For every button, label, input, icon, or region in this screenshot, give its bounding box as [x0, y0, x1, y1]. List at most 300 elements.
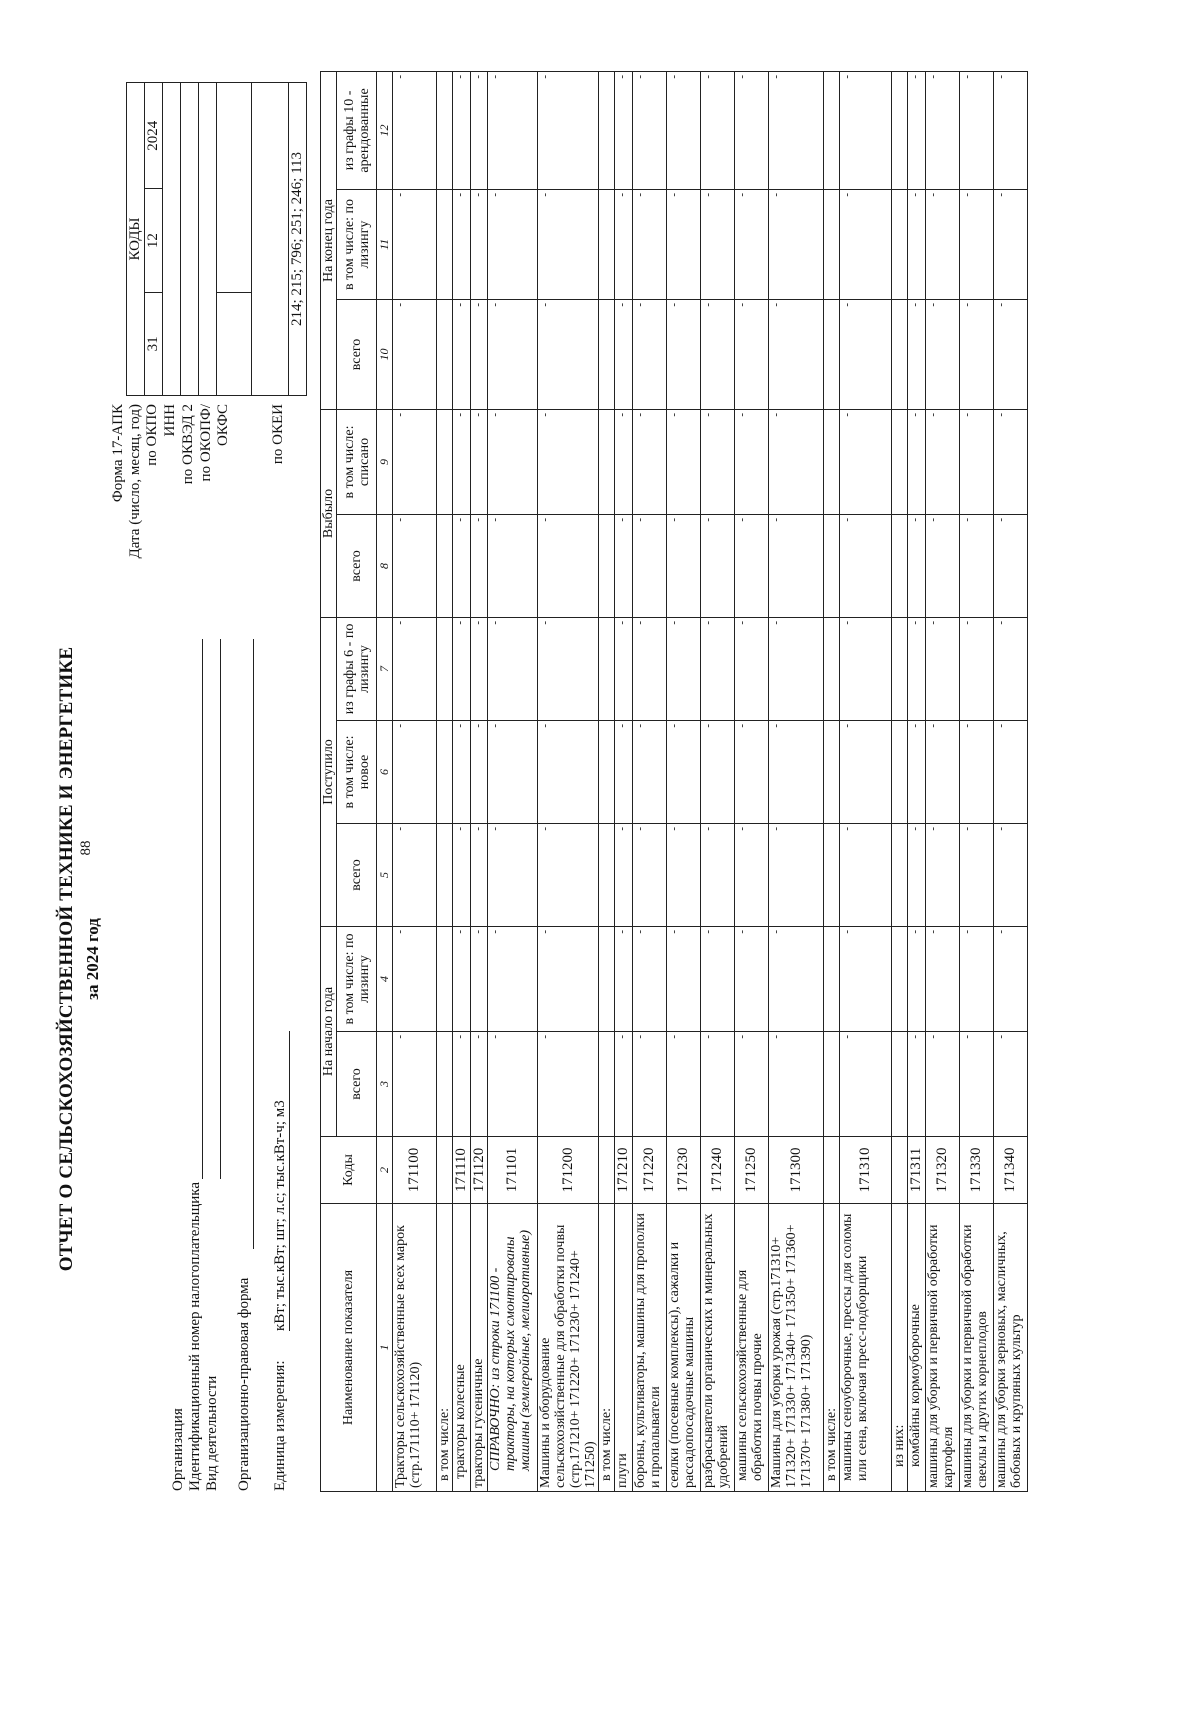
value-cell [824, 71, 840, 189]
value-cell: - [667, 617, 701, 720]
header-leasing: в том числе: по лизингу [337, 926, 377, 1031]
header-end: На конец года [321, 71, 337, 409]
value-cell: - [908, 71, 926, 189]
row-name: из них: [892, 1204, 908, 1492]
value-cell: - [908, 409, 926, 514]
value-cell: - [735, 514, 769, 617]
value-cell: - [701, 514, 735, 617]
okei-value: 214; 215; 796; 251; 246; 113 [289, 83, 307, 396]
value-cell: - [994, 409, 1028, 514]
value-cell [599, 514, 615, 617]
table-row [908, 71, 926, 1491]
value-cell: - [840, 409, 892, 514]
value-cell: - [960, 617, 994, 720]
value-cell: - [769, 823, 824, 926]
value-cell [599, 823, 615, 926]
table-row [960, 71, 994, 1491]
table-row [701, 71, 735, 1491]
value-cell: - [926, 823, 960, 926]
row-code [437, 1137, 453, 1204]
row-name: Тракторы сельскохозяйственные всех марок (стр.171110+ 171120) [393, 1204, 437, 1492]
okfs-value [217, 83, 252, 293]
value-cell: - [926, 189, 960, 299]
value-cell: - [994, 189, 1028, 299]
value-cell: - [840, 71, 892, 189]
value-cell: - [633, 617, 667, 720]
col-number: 12 [377, 71, 393, 189]
col-number: 3 [377, 1032, 393, 1137]
value-cell [892, 409, 908, 514]
value-cell: - [735, 617, 769, 720]
table-row [769, 71, 824, 1491]
value-cell: - [615, 617, 633, 720]
table-row [615, 71, 633, 1491]
value-cell [437, 299, 453, 409]
units-label: Единица измерения: [272, 1360, 288, 1491]
value-cell: - [840, 823, 892, 926]
value-cell: - [615, 926, 633, 1031]
okpo-value [163, 83, 181, 396]
row-name: разбрасыватели органических и минеральных удобрений [701, 1204, 735, 1492]
value-cell: - [926, 617, 960, 720]
okopf-label: по ОКОПФ/ [198, 404, 214, 482]
value-cell [599, 926, 615, 1031]
value-cell: - [471, 720, 488, 823]
table-row [453, 71, 471, 1491]
value-cell: - [840, 617, 892, 720]
value-cell [437, 71, 453, 189]
row-code: 171101 [488, 1137, 538, 1204]
row-name: плуги [615, 1204, 633, 1492]
value-cell: - [393, 189, 437, 299]
col-number: 2 [377, 1137, 393, 1204]
value-cell: - [538, 409, 599, 514]
value-cell: - [960, 926, 994, 1031]
value-cell: - [538, 71, 599, 189]
value-cell [892, 1032, 908, 1137]
table-row [471, 71, 488, 1491]
value-cell: - [840, 189, 892, 299]
row-code: 171120 [471, 1137, 488, 1204]
value-cell: - [701, 926, 735, 1031]
value-cell: - [488, 514, 538, 617]
value-cell [892, 299, 908, 409]
value-cell: - [471, 409, 488, 514]
row-code: 171110 [453, 1137, 471, 1204]
value-cell: - [994, 926, 1028, 1031]
date-label: Дата (число, месяц, год) [127, 404, 143, 559]
value-cell [824, 617, 840, 720]
value-cell: - [701, 299, 735, 409]
value-cell [437, 617, 453, 720]
row-name: машины для уборки зерновых, масличных, бобовых и крупяных культур [994, 1204, 1028, 1492]
okved-value [199, 83, 217, 396]
value-cell: - [769, 409, 824, 514]
inn-value [181, 83, 199, 396]
value-cell: - [667, 823, 701, 926]
value-cell: - [488, 926, 538, 1031]
value-cell: - [633, 409, 667, 514]
row-code: 171311 [908, 1137, 926, 1204]
value-cell: - [735, 720, 769, 823]
value-cell: - [701, 617, 735, 720]
value-cell: - [453, 514, 471, 617]
value-cell: - [994, 823, 1028, 926]
page-number: 88 [78, 840, 94, 856]
value-cell: - [453, 299, 471, 409]
value-cell: - [453, 823, 471, 926]
value-cell: - [453, 926, 471, 1031]
row-code: 171330 [960, 1137, 994, 1204]
value-cell: - [615, 1032, 633, 1137]
value-cell: - [960, 823, 994, 926]
value-cell: - [633, 823, 667, 926]
row-code: 171210 [615, 1137, 633, 1204]
value-cell: - [471, 71, 488, 189]
activity-label: Вид деятельности [204, 1375, 220, 1491]
value-cell [824, 299, 840, 409]
row-code [599, 1137, 615, 1204]
table-row [994, 71, 1028, 1491]
value-cell: - [538, 299, 599, 409]
value-cell: - [615, 823, 633, 926]
table-row [735, 71, 769, 1491]
value-cell: - [488, 409, 538, 514]
col-number: 10 [377, 299, 393, 409]
value-cell: - [908, 617, 926, 720]
value-cell: - [960, 720, 994, 823]
value-cell: - [840, 720, 892, 823]
value-cell: - [633, 1032, 667, 1137]
date-year: 2024 [145, 83, 163, 189]
value-cell: - [393, 617, 437, 720]
value-cell: - [538, 514, 599, 617]
value-cell: - [994, 720, 1028, 823]
row-code: 171300 [769, 1137, 824, 1204]
value-cell: - [735, 409, 769, 514]
table-row [393, 71, 437, 1491]
value-cell: - [926, 299, 960, 409]
value-cell [824, 514, 840, 617]
value-cell: - [538, 189, 599, 299]
row-code: 171250 [735, 1137, 769, 1204]
value-cell [599, 617, 615, 720]
value-cell: - [393, 514, 437, 617]
value-cell: - [908, 189, 926, 299]
value-cell [437, 514, 453, 617]
row-code [824, 1137, 840, 1204]
value-cell: - [994, 617, 1028, 720]
value-cell: - [538, 926, 599, 1031]
value-cell: - [488, 823, 538, 926]
value-cell: - [667, 71, 701, 189]
column-numbers-row [377, 71, 393, 1491]
value-cell: - [735, 71, 769, 189]
row-name: комбайны кормоуборочные [908, 1204, 926, 1492]
taxpayer-id-label: Идентификационный номер налогоплательщика [187, 1181, 203, 1491]
value-cell: - [701, 189, 735, 299]
row-name: бороны, культиваторы, машины для прополки и пропалыватели [633, 1204, 667, 1492]
value-cell: - [926, 514, 960, 617]
value-cell: - [701, 720, 735, 823]
value-cell: - [994, 299, 1028, 409]
okved-label: по ОКВЭД 2 [180, 404, 196, 485]
row-name: в том числе: [437, 1204, 453, 1492]
value-cell: - [615, 409, 633, 514]
value-cell: - [453, 1032, 471, 1137]
value-cell [824, 926, 840, 1031]
legal-form-line [253, 639, 254, 1249]
header-name: Наименование показателя [321, 1204, 377, 1492]
value-cell: - [538, 1032, 599, 1137]
value-cell: - [960, 299, 994, 409]
value-cell: - [735, 189, 769, 299]
header-start: На начало года [321, 926, 337, 1136]
blank-code [252, 83, 289, 396]
org-label: Организация [170, 1408, 186, 1491]
activity-line-2 [220, 639, 221, 1179]
value-cell: - [840, 1032, 892, 1137]
value-cell: - [453, 189, 471, 299]
table-row [599, 71, 615, 1491]
value-cell: - [926, 71, 960, 189]
value-cell [599, 409, 615, 514]
value-cell: - [701, 1032, 735, 1137]
value-cell: - [471, 1032, 488, 1137]
value-cell: - [393, 720, 437, 823]
row-name: сеялки (посевные комплексы), сажалки и рассадопосадочные машины [667, 1204, 701, 1492]
value-cell [824, 720, 840, 823]
value-cell: - [615, 189, 633, 299]
table-row [437, 71, 453, 1491]
value-cell: - [769, 1032, 824, 1137]
table-row [488, 71, 538, 1491]
value-cell: - [769, 189, 824, 299]
value-cell: - [926, 409, 960, 514]
header-received: Поступило [321, 617, 337, 926]
report-title: ОТЧЕТ О СЕЛЬСКОХОЗЯЙСТВЕННОЙ ТЕХНИКЕ И ЭНЕРГЕТИКЕ [56, 646, 77, 1272]
value-cell: - [453, 71, 471, 189]
data-table [320, 71, 1028, 1492]
value-cell [824, 823, 840, 926]
value-cell: - [667, 189, 701, 299]
value-cell [892, 71, 908, 189]
value-cell: - [994, 71, 1028, 189]
col-number: 7 [377, 617, 393, 720]
value-cell: - [960, 1032, 994, 1137]
row-code: 171220 [633, 1137, 667, 1204]
table-row [840, 71, 892, 1491]
value-cell: - [769, 514, 824, 617]
table-row [538, 71, 599, 1491]
value-cell: - [769, 299, 824, 409]
value-cell: - [667, 514, 701, 617]
row-name: машины для уборки и первичной обработки свеклы и других корнеплодов [960, 1204, 994, 1492]
value-cell: - [453, 720, 471, 823]
value-cell: - [701, 823, 735, 926]
header-leasing: в том числе: по лизингу [337, 189, 377, 299]
value-cell: - [701, 71, 735, 189]
value-cell: - [633, 299, 667, 409]
value-cell [892, 823, 908, 926]
col-number: 5 [377, 823, 393, 926]
units-line [289, 1031, 290, 1331]
value-cell: - [908, 720, 926, 823]
row-code: 171230 [667, 1137, 701, 1204]
value-cell: - [453, 617, 471, 720]
value-cell [437, 926, 453, 1031]
row-name: в том числе: [824, 1204, 840, 1492]
value-cell [437, 720, 453, 823]
value-cell: - [960, 189, 994, 299]
value-cell [824, 1032, 840, 1137]
value-cell: - [960, 514, 994, 617]
value-cell: - [538, 720, 599, 823]
value-cell: - [735, 1032, 769, 1137]
value-cell: - [926, 720, 960, 823]
value-cell: - [769, 617, 824, 720]
value-cell: - [667, 299, 701, 409]
codes-box [126, 82, 307, 396]
col-number: 4 [377, 926, 393, 1031]
table-row [892, 71, 908, 1491]
value-cell: - [908, 1032, 926, 1137]
value-cell: - [735, 926, 769, 1031]
value-cell [599, 720, 615, 823]
value-cell: - [471, 823, 488, 926]
value-cell [824, 409, 840, 514]
value-cell [824, 189, 840, 299]
value-cell [599, 299, 615, 409]
col-number: 6 [377, 720, 393, 823]
value-cell [437, 409, 453, 514]
okpo-label: по ОКПО [144, 404, 160, 466]
value-cell [892, 926, 908, 1031]
value-cell [599, 189, 615, 299]
value-cell: - [488, 617, 538, 720]
header-total: всего [337, 514, 377, 617]
value-cell: - [615, 71, 633, 189]
value-cell [892, 617, 908, 720]
value-cell: - [633, 514, 667, 617]
row-code: 171340 [994, 1137, 1028, 1204]
value-cell: - [960, 71, 994, 189]
value-cell: - [615, 299, 633, 409]
value-cell [437, 1032, 453, 1137]
row-name: в том числе: [599, 1204, 615, 1492]
header-total: всего [337, 299, 377, 409]
table-row [633, 71, 667, 1491]
date-day: 31 [145, 292, 163, 395]
header-of10-rented: из графы 10 - арендованные [337, 71, 377, 189]
value-cell: - [393, 823, 437, 926]
row-name: машины сеноуборочные, прессы для соломы или сена, включая пресс-подборщики [840, 1204, 892, 1492]
header-new: в том числе: новое [337, 720, 377, 823]
value-cell: - [453, 409, 471, 514]
value-cell: - [633, 189, 667, 299]
value-cell: - [994, 1032, 1028, 1137]
col-number: 1 [377, 1204, 393, 1492]
value-cell: - [667, 409, 701, 514]
row-name: машины сельскохозяйственные для обработки почвы прочие [735, 1204, 769, 1492]
value-cell: - [735, 823, 769, 926]
table-row [667, 71, 701, 1491]
row-code: 171200 [538, 1137, 599, 1204]
value-cell: - [615, 514, 633, 617]
value-cell: - [471, 514, 488, 617]
form-name: Форма 17-АПК [110, 404, 126, 503]
value-cell: - [840, 926, 892, 1031]
value-cell: - [393, 409, 437, 514]
header-total: всего [337, 1032, 377, 1137]
value-cell: - [393, 926, 437, 1031]
value-cell: - [488, 189, 538, 299]
header-disposed: Выбыло [321, 409, 337, 617]
col-number: 8 [377, 514, 393, 617]
report-subtitle: за 2024 год [83, 918, 102, 1000]
value-cell: - [701, 409, 735, 514]
row-name: тракторы гусеничные [471, 1204, 488, 1492]
value-cell [892, 189, 908, 299]
value-cell: - [538, 617, 599, 720]
value-cell: - [667, 926, 701, 1031]
value-cell [437, 823, 453, 926]
value-cell: - [960, 409, 994, 514]
value-cell: - [926, 1032, 960, 1137]
value-cell: - [615, 720, 633, 823]
col-number: 9 [377, 409, 393, 514]
row-name: Машины и оборудование сельскохозяйственные для обработки почвы (стр.171210+ 171220+ 171230+ 171240+ 171250) [538, 1204, 599, 1492]
value-cell: - [908, 514, 926, 617]
value-cell: - [393, 299, 437, 409]
row-code: 171320 [926, 1137, 960, 1204]
header-written-off: в том числе: списано [337, 409, 377, 514]
row-code [892, 1137, 908, 1204]
row-name: СПРАВОЧНО: из строки 171100 - тракторы, на которых смонтированы машины (землеройные, мелиоративные) [488, 1204, 538, 1492]
inn-label: ИНН [162, 404, 178, 437]
value-cell: - [633, 926, 667, 1031]
value-cell [892, 720, 908, 823]
row-name: Машины для уборки урожая (стр.171310+ 171320+ 171330+ 171340+ 171350+ 171360+ 171370+ 171380+ 171390) [769, 1204, 824, 1492]
value-cell: - [633, 71, 667, 189]
value-cell: - [908, 299, 926, 409]
value-cell: - [488, 1032, 538, 1137]
value-cell: - [994, 514, 1028, 617]
value-cell: - [488, 299, 538, 409]
value-cell: - [667, 720, 701, 823]
value-cell [892, 514, 908, 617]
row-code: 171100 [393, 1137, 437, 1204]
okei-label: по ОКЕИ [270, 404, 286, 465]
codes-header: КОДЫ [127, 83, 145, 396]
value-cell: - [393, 71, 437, 189]
value-cell [599, 71, 615, 189]
value-cell: - [393, 1032, 437, 1137]
value-cell [437, 189, 453, 299]
value-cell: - [769, 720, 824, 823]
value-cell: - [769, 71, 824, 189]
header-of6-leasing: из графы 6 - по лизингу [337, 617, 377, 720]
value-cell: - [471, 617, 488, 720]
activity-line [202, 639, 203, 1179]
value-cell: - [471, 926, 488, 1031]
row-name: машины для уборки и первичной обработки картофеля [926, 1204, 960, 1492]
value-cell: - [908, 823, 926, 926]
value-cell: - [633, 720, 667, 823]
value-cell [599, 1032, 615, 1137]
value-cell: - [769, 926, 824, 1031]
value-cell: - [908, 926, 926, 1031]
